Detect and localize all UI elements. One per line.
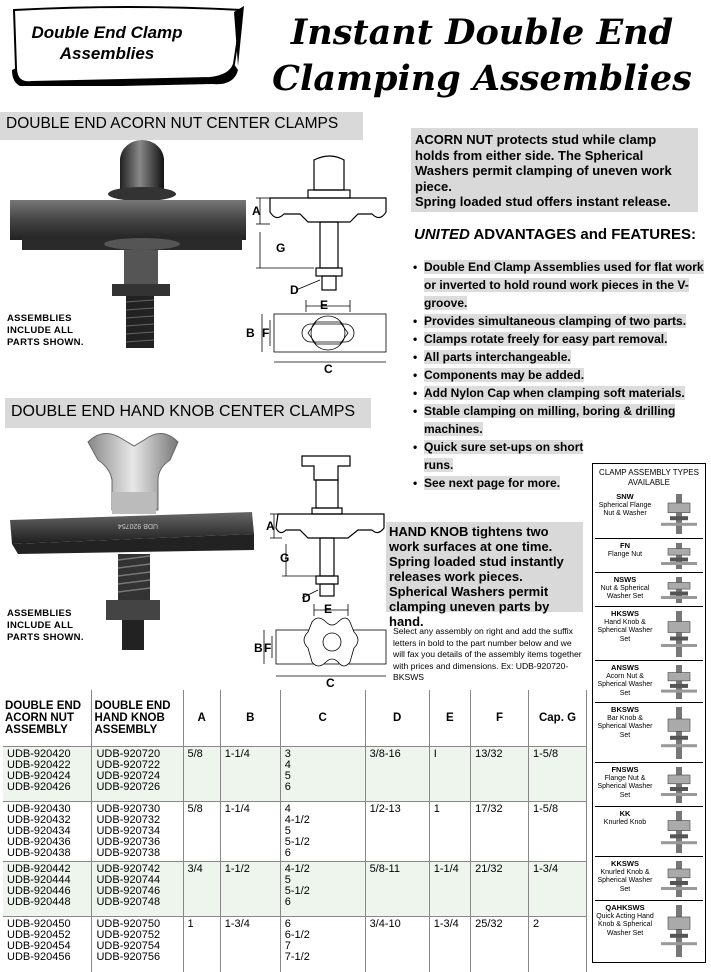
cell-c-value: 4-1/2 (284, 862, 310, 875)
dim-label-f: F (262, 326, 270, 340)
cell-knob-part-value: UDB-920746 (96, 884, 161, 897)
cell-acorn-part-value: UDB-920436 (7, 835, 71, 848)
advantage-item: • Add Nylon Cap when clamping soft materials. (411, 384, 708, 402)
assembly-type-image (659, 765, 699, 805)
cell-knob-part-value: UDB-920756 (96, 950, 161, 963)
acorn-side-drawing (242, 152, 392, 297)
cell-e: 1 (429, 801, 470, 861)
cell-c-value: 7 (284, 939, 291, 952)
assembly-type-item (595, 660, 703, 702)
cell-knob-part-value: UDB-920726 (96, 780, 161, 793)
assembly-type-label (596, 576, 654, 602)
col-c: C (280, 690, 365, 746)
cell-acorn-part-value: UDB-920446 (7, 884, 71, 897)
assembly-type-label (596, 860, 654, 894)
acorn-description-text: ACORN NUT protects stud while clamp holds from either side. The Spherical Washers permit clamping of uneven work piece. (415, 132, 672, 194)
assembly-type-label (596, 493, 654, 519)
assembly-type-code: FN (620, 541, 630, 550)
cell-knob-part-value: UDB-920748 (96, 895, 161, 908)
knob-dim-label-a: A (266, 519, 275, 533)
spec-table (3, 690, 587, 972)
cell-knob-part-value: UDB-920750 (96, 917, 161, 930)
assembly-type-item (595, 900, 703, 960)
cell-a: 1 (183, 916, 220, 972)
cell-acorn-part (3, 916, 92, 972)
page-title-line-2: Clamping Assemblies (272, 58, 692, 99)
assembly-type-code: QAHKSWS (605, 903, 645, 912)
cell-c (280, 746, 365, 801)
knob-dim-label-g: G (280, 551, 290, 565)
cell-acorn-part-value: UDB-920434 (7, 824, 71, 837)
cell-knob-part (92, 916, 183, 972)
assembly-type-desc: Quick Acting Hand Knob & Spherical Washer Set (596, 912, 654, 937)
cell-d: 5/8-11 (365, 861, 429, 916)
dim-label-b: B (246, 326, 255, 340)
assembly-type-item (595, 490, 703, 538)
cell-b: 1-1/4 (220, 801, 280, 861)
cell-knob-part-value: UDB-920752 (96, 928, 161, 941)
cell-d: 1/2-13 (365, 801, 429, 861)
assembly-type-desc: Nut & Spherical Washer Set (600, 584, 650, 600)
cell-f: 17/32 (471, 801, 529, 861)
assembly-type-desc: Knurled Knob & Spherical Washer Set (597, 868, 653, 893)
cell-c (280, 861, 365, 916)
cell-c-value: 4-1/2 (284, 813, 310, 826)
advantage-item: • Stable clamping on milling, boring & drilling machines. (411, 402, 708, 438)
cell-c-value: 5-1/2 (284, 884, 310, 897)
cell-cap-g: 1-5/8 (529, 746, 587, 801)
assembly-type-image (659, 492, 699, 536)
assembly-type-image (659, 609, 699, 659)
assembly-type-label (596, 810, 654, 827)
assembly-type-image (659, 809, 699, 855)
cell-c (280, 801, 365, 861)
acorn-section-heading: DOUBLE END ACORN NUT CENTER CLAMPS (0, 112, 363, 140)
cell-a: 3/4 (183, 861, 220, 916)
assembly-type-code: HKSWS (611, 609, 639, 618)
ordering-instructions: Select any assembly on right and add the suffix letters in bold to the part number below and we will fax you details of the assembly items together with prices and dimensions. Ex: UDB-920720-BKSWS (393, 626, 582, 682)
knob-dim-label-b: B (254, 641, 263, 655)
cell-knob-part-value: UDB-920722 (96, 758, 161, 771)
cell-knob-part-value: UDB-920734 (96, 824, 161, 837)
cell-acorn-part-value: UDB-920438 (7, 846, 71, 859)
assembly-type-desc: Bar Knob & Spherical Washer Set (597, 714, 653, 739)
advantage-item: • Provides simultaneous clamping of two parts. (411, 312, 708, 330)
knob-dim-label-d: D (302, 591, 311, 602)
advantage-item: • All parts interchangeable. (411, 348, 708, 366)
assembly-type-label (596, 766, 654, 800)
assembly-type-code: NSWS (613, 575, 637, 584)
cell-knob-part (92, 746, 183, 801)
advantage-item: • Components may be added. (411, 366, 708, 384)
knob-dim-label-c: C (326, 676, 335, 688)
table-row (3, 861, 587, 916)
cell-acorn-part (3, 746, 92, 801)
tab-line-2: Assemblies (59, 44, 155, 63)
cell-c-value: 5 (284, 824, 291, 837)
advantage-item: • Clamps rotate freely for easy part removal. (411, 330, 708, 348)
table-row (3, 916, 587, 972)
cell-knob-part-value: UDB-920742 (96, 862, 161, 875)
cell-knob-part-value: UDB-920724 (96, 769, 161, 782)
knob-photo-stamp: UDB 920754 (117, 522, 158, 529)
cell-acorn-part-value: UDB-920424 (7, 769, 71, 782)
cell-acorn-part-value: UDB-920456 (7, 950, 71, 963)
knob-dim-label-e: E (324, 602, 333, 616)
acorn-assembly-note: ASSEMBLIES INCLUDE ALL PARTS SHOWN. (7, 313, 84, 348)
assembly-type-desc: Hand Knob & Spherical Washer Set (597, 618, 653, 643)
cell-b: 1-1/4 (220, 746, 280, 801)
cell-knob-part-value: UDB-920730 (96, 802, 161, 815)
table-row (3, 746, 587, 801)
assembly-type-image (659, 541, 699, 571)
assembly-types-title: CLAMP ASSEMBLY TYPES AVAILABLE (599, 468, 699, 487)
assembly-type-desc: Acorn Nut & Spherical Washer Set (597, 672, 653, 697)
advantage-item: • Quick sure set-ups on short runs. (411, 438, 606, 474)
cell-d: 3/8-16 (365, 746, 429, 801)
knob-dim-label-f: F (264, 641, 272, 655)
knob-description: HAND KNOB tightens two work surfaces at one time. Spring loaded stud instantly releases work pieces. Spherical Washers permit clamping uneven parts by hand. (386, 522, 583, 612)
cell-acorn-part-value: UDB-920422 (7, 758, 71, 771)
assembly-type-desc: Knurled Knob (603, 818, 647, 826)
cell-b: 1-3/4 (220, 916, 280, 972)
dim-label-e: E (320, 298, 329, 312)
assembly-type-label (596, 904, 654, 938)
knob-top-drawing (254, 600, 394, 688)
acorn-top-drawing (244, 296, 394, 376)
cell-c-value: 7-1/2 (284, 950, 310, 963)
cell-acorn-part (3, 861, 92, 916)
assembly-type-item (595, 702, 703, 762)
advantages-title (414, 226, 696, 243)
cell-cap-g: 2 (529, 916, 587, 972)
cell-acorn-part-value: UDB-920420 (7, 747, 71, 760)
cell-c-value: 4 (284, 758, 291, 771)
cell-f: 21/32 (471, 861, 529, 916)
assembly-type-image (659, 575, 699, 605)
assembly-type-label (596, 664, 654, 698)
assembly-type-code: KK (619, 809, 631, 818)
cell-c-value: 6 (284, 780, 291, 793)
cell-knob-part-value: UDB-920754 (96, 939, 161, 952)
assembly-type-label (596, 706, 654, 740)
col-knob-assembly: DOUBLE END HAND KNOB ASSEMBLY (92, 690, 183, 746)
page-title-line-1: Instant Double End (290, 12, 674, 53)
cell-cap-g: 1-5/8 (529, 801, 587, 861)
assembly-type-label (596, 542, 654, 559)
cell-knob-part-value: UDB-920738 (96, 846, 161, 859)
assembly-type-desc: Flange Nut & Spherical Washer Set (597, 774, 653, 799)
cell-c-value: 5-1/2 (284, 835, 310, 848)
assembly-type-code: FNSWS (611, 765, 639, 774)
cell-acorn-part-value: UDB-920430 (7, 802, 71, 815)
cell-c-value: 3 (284, 747, 291, 760)
cell-acorn-part-value: UDB-920432 (7, 813, 71, 826)
col-e: E (429, 690, 470, 746)
advantages-brand: UNITED (414, 226, 470, 243)
dim-label-g: G (276, 241, 286, 255)
cell-b: 1-1/2 (220, 861, 280, 916)
cell-c-value: 5 (284, 769, 291, 782)
col-cap-g: Cap. G (529, 690, 587, 746)
assembly-type-item (595, 538, 703, 572)
assembly-type-label (596, 610, 654, 644)
assembly-type-code: BKSWS (611, 705, 639, 714)
assembly-type-item (595, 856, 703, 900)
cell-acorn-part-value: UDB-920442 (7, 862, 71, 875)
acorn-description-text-2: Spring loaded stud offers instant release. (415, 194, 671, 209)
advantages-list (411, 258, 708, 492)
cell-knob-part-value: UDB-920736 (96, 835, 161, 848)
cell-d: 3/4-10 (365, 916, 429, 972)
table-header-row (3, 690, 587, 746)
assembly-type-item (595, 806, 703, 856)
cell-f: 25/32 (471, 916, 529, 972)
assembly-type-image (659, 663, 699, 701)
cell-e: I (429, 746, 470, 801)
advantage-item: • Double End Clamp Assemblies used for flat work or inverted to hold round work pieces in the V-groove. (411, 258, 708, 312)
cell-acorn-part-value: UDB-920444 (7, 873, 71, 886)
tab-line-1: Double End Clamp (31, 23, 183, 42)
cell-c-value: 6 (284, 895, 291, 908)
cell-c-value: 6 (284, 917, 291, 930)
cell-knob-part (92, 801, 183, 861)
cell-e: 1-3/4 (429, 916, 470, 972)
cell-c-value: 5 (284, 873, 291, 886)
col-d: D (365, 690, 429, 746)
assembly-type-item (595, 572, 703, 606)
cell-acorn-part-value: UDB-920454 (7, 939, 71, 952)
advantages-title-text: ADVANTAGES and FEATURES: (469, 226, 696, 243)
section-tab-label (22, 22, 192, 64)
cell-f: 13/32 (471, 746, 529, 801)
cell-acorn-part-value: UDB-920450 (7, 917, 71, 930)
cell-acorn-part-value: UDB-920448 (7, 895, 71, 908)
assembly-type-desc: Flange Nut (607, 550, 643, 558)
col-acorn-assembly: DOUBLE END ACORN NUT ASSEMBLY (3, 690, 92, 746)
cell-acorn-part-value: UDB-920452 (7, 928, 71, 941)
assembly-type-code: SNW (616, 492, 634, 501)
knob-assembly-note: ASSEMBLIES INCLUDE ALL PARTS SHOWN. (7, 608, 84, 643)
cell-a: 5/8 (183, 801, 220, 861)
assembly-type-desc: Spherical Flange Nut & Washer (598, 501, 652, 517)
cell-knob-part (92, 861, 183, 916)
cell-knob-part-value: UDB-920732 (96, 813, 161, 826)
dim-label-a: A (252, 204, 261, 218)
dim-label-c: C (324, 362, 333, 376)
col-b: B (220, 690, 280, 746)
col-a: A (183, 690, 220, 746)
knob-section-heading: DOUBLE END HAND KNOB CENTER CLAMPS (5, 398, 371, 428)
assembly-type-item (595, 606, 703, 660)
assembly-type-item (595, 762, 703, 806)
dim-label-d: D (290, 283, 299, 297)
cell-c-value: 6-1/2 (284, 928, 310, 941)
knob-side-drawing (258, 452, 388, 602)
cell-a: 5/8 (183, 746, 220, 801)
cell-acorn-part (3, 801, 92, 861)
page-title (262, 10, 702, 102)
cell-e: 1-1/4 (429, 861, 470, 916)
cell-knob-part-value: UDB-920744 (96, 873, 161, 886)
assembly-type-code: ANSWS (611, 663, 639, 672)
acorn-description (411, 128, 698, 212)
assembly-type-image (659, 903, 699, 959)
assembly-type-image (659, 859, 699, 899)
cell-c (280, 916, 365, 972)
cell-c-value: 6 (284, 846, 291, 859)
cell-knob-part-value: UDB-920720 (96, 747, 161, 760)
advantage-item: • See next page for more. (411, 474, 708, 492)
cell-c-value: 4 (284, 802, 291, 815)
assembly-types-panel (592, 463, 706, 963)
col-f: F (471, 690, 529, 746)
table-row (3, 801, 587, 861)
assembly-type-image (659, 705, 699, 761)
assembly-type-code: KKSWS (611, 859, 639, 868)
cell-cap-g: 1-3/4 (529, 861, 587, 916)
cell-acorn-part-value: UDB-920426 (7, 780, 71, 793)
